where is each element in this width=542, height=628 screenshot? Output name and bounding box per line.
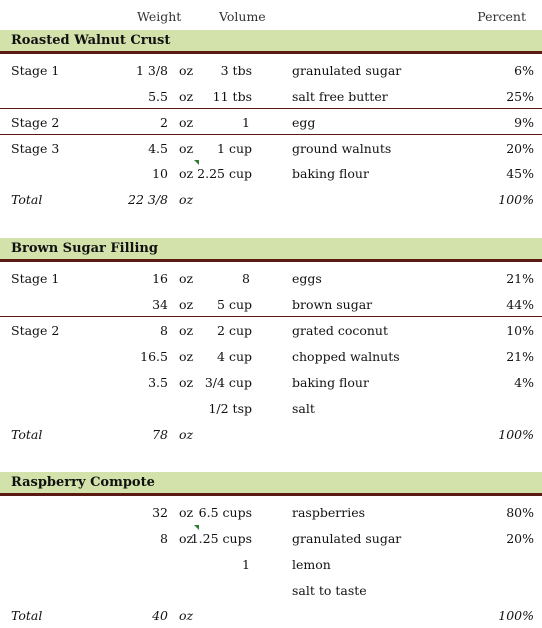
weight-unit-cell: oz <box>179 297 194 312</box>
total-percent: 100% <box>498 608 534 623</box>
weight-cell: 5.5 <box>148 89 168 104</box>
ingredient-cell: salt <box>292 401 315 416</box>
ingredient-cell: egg <box>292 115 316 130</box>
stage-cell: Stage 1 <box>11 63 60 78</box>
stage-cell: Stage 1 <box>11 271 60 286</box>
weight-cell: 32 <box>152 505 168 520</box>
table-row <box>0 291 542 317</box>
cell-comment-marker-icon <box>194 160 199 165</box>
weight-unit-cell: oz <box>179 271 194 286</box>
volume-column-header: Volume <box>219 9 266 24</box>
weight-unit-cell: oz <box>179 349 194 364</box>
total-label: Total <box>11 608 43 623</box>
weight-unit-cell: oz <box>179 323 194 338</box>
total-row <box>0 186 542 212</box>
percent-cell: 45% <box>506 166 534 181</box>
percent-cell: 4% <box>514 375 534 390</box>
table-row <box>0 577 542 603</box>
section-header-roasted-walnut-crust <box>0 30 542 54</box>
ingredient-cell: eggs <box>292 271 322 286</box>
ingredient-cell: baking flour <box>292 166 369 181</box>
percent-column-header: Percent <box>477 9 526 24</box>
weight-cell: 1 3/8 <box>135 63 168 78</box>
volume-cell: 8 <box>242 271 250 286</box>
column-header-row <box>0 0 542 30</box>
total-weight: 78 <box>152 427 168 442</box>
percent-cell: 6% <box>514 63 534 78</box>
section-title: Brown Sugar Filling <box>11 241 158 256</box>
table-row <box>0 316 542 343</box>
percent-cell: 9% <box>514 115 534 130</box>
table-row <box>0 395 542 421</box>
total-weight-unit: oz <box>179 192 194 207</box>
total-weight-unit: oz <box>179 608 194 623</box>
percent-cell: 80% <box>506 505 534 520</box>
volume-cell: 1/2 tsp <box>208 401 252 416</box>
volume-cell: 11 tbs <box>212 89 252 104</box>
ingredient-cell: granulated sugar <box>292 63 402 78</box>
ingredient-cell: salt to taste <box>292 583 367 598</box>
weight-cell: 8 <box>160 531 168 546</box>
cell-comment-marker-icon <box>194 525 199 530</box>
ingredient-cell: baking flour <box>292 375 369 390</box>
volume-cell: 5 cup <box>217 297 252 312</box>
section-title: Roasted Walnut Crust <box>11 33 171 48</box>
table-row <box>0 83 542 109</box>
volume-cell: 2.25 cup <box>197 166 252 181</box>
volume-cell: 3 tbs <box>220 63 252 78</box>
ingredient-cell: ground walnuts <box>292 141 392 156</box>
weight-unit-cell: oz <box>179 63 194 78</box>
weight-unit-cell: oz <box>179 505 194 520</box>
table-row <box>0 134 542 161</box>
table-row <box>0 343 542 369</box>
total-percent: 100% <box>498 427 534 442</box>
percent-cell: 25% <box>506 89 534 104</box>
section-title: Raspberry Compote <box>11 475 155 490</box>
weight-cell: 8 <box>160 323 168 338</box>
ingredient-cell: salt free butter <box>292 89 388 104</box>
section-header-brown-sugar-filling <box>0 238 542 262</box>
weight-unit-cell: oz <box>179 89 194 104</box>
ingredient-cell: brown sugar <box>292 297 373 312</box>
volume-cell: 1 cup <box>217 141 252 156</box>
percent-cell: 44% <box>506 297 534 312</box>
volume-cell: 6.5 cups <box>198 505 252 520</box>
stage-cell: Stage 2 <box>11 115 60 130</box>
percent-cell: 21% <box>506 271 534 286</box>
percent-cell: 20% <box>506 531 534 546</box>
table-row <box>0 551 542 577</box>
volume-cell: 1.25 cups <box>190 531 252 546</box>
table-row <box>0 265 542 291</box>
weight-unit-cell: oz <box>179 375 194 390</box>
total-weight-unit: oz <box>179 427 194 442</box>
stage-cell: Stage 3 <box>11 141 60 156</box>
ingredient-cell: raspberries <box>292 505 366 520</box>
section-header-raspberry-compote <box>0 472 542 496</box>
weight-cell: 16 <box>152 271 168 286</box>
percent-cell: 10% <box>506 323 534 338</box>
table-row <box>0 160 542 186</box>
weight-cell: 2 <box>160 115 168 130</box>
total-row <box>0 421 542 447</box>
ingredient-cell: granulated sugar <box>292 531 402 546</box>
weight-column-header: Weight <box>137 9 182 24</box>
table-row <box>0 525 542 551</box>
volume-cell: 1 <box>242 115 250 130</box>
percent-cell: 21% <box>506 349 534 364</box>
table-row <box>0 57 542 83</box>
weight-unit-cell: oz <box>179 141 194 156</box>
total-percent: 100% <box>498 192 534 207</box>
total-label: Total <box>11 192 43 207</box>
weight-unit-cell: oz <box>179 115 194 130</box>
table-row <box>0 108 542 135</box>
ingredient-cell: lemon <box>292 557 331 572</box>
volume-cell: 4 cup <box>217 349 252 364</box>
volume-cell: 1 <box>242 557 250 572</box>
weight-cell: 10 <box>152 166 168 181</box>
weight-cell: 16.5 <box>140 349 168 364</box>
table-row <box>0 369 542 395</box>
weight-unit-cell: oz <box>179 531 194 546</box>
weight-cell: 34 <box>152 297 168 312</box>
weight-unit-cell: oz <box>179 166 194 181</box>
total-weight: 22 3/8 <box>128 192 168 207</box>
percent-cell: 20% <box>506 141 534 156</box>
stage-cell: Stage 2 <box>11 323 60 338</box>
ingredient-cell: grated coconut <box>292 323 389 338</box>
ingredient-cell: chopped walnuts <box>292 349 400 364</box>
total-weight: 40 <box>152 608 168 623</box>
total-label: Total <box>11 427 43 442</box>
volume-cell: 3/4 cup <box>204 375 252 390</box>
weight-cell: 4.5 <box>148 141 168 156</box>
total-row <box>0 602 542 628</box>
volume-cell: 2 cup <box>217 323 252 338</box>
table-row <box>0 499 542 525</box>
weight-cell: 3.5 <box>148 375 168 390</box>
